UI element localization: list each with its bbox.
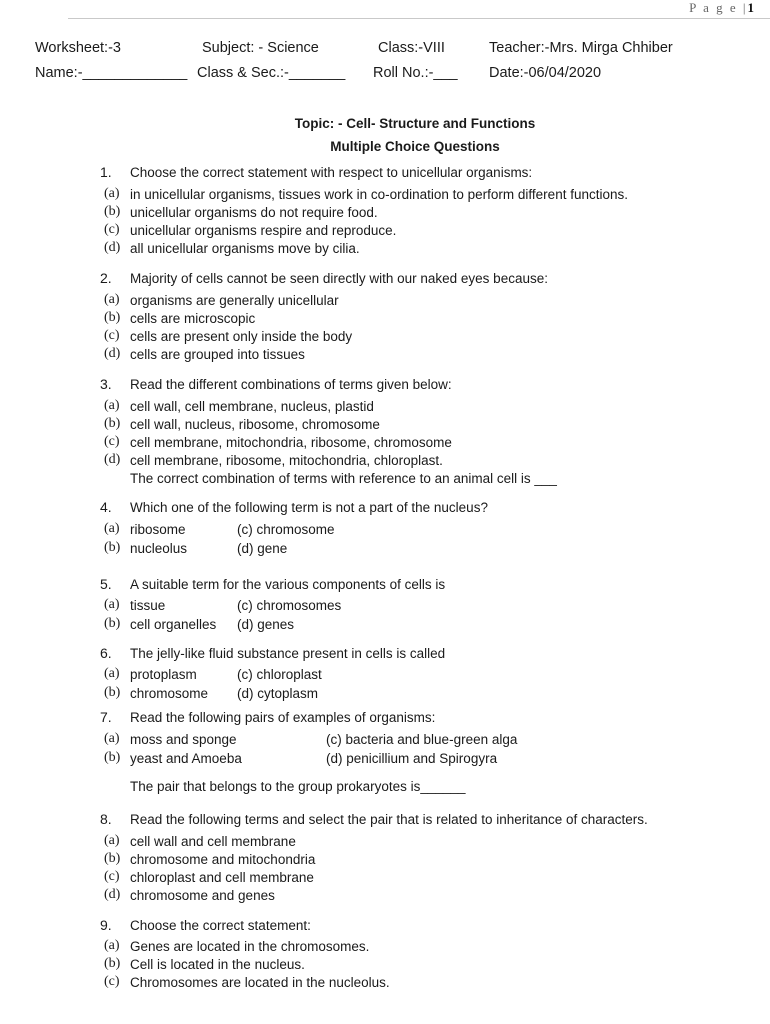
option-text: cell wall, nucleus, ribosome, chromosome [130, 417, 380, 432]
option-label: (d) [104, 346, 121, 361]
header-rule [68, 18, 770, 19]
question-text: Which one of the following term is not a part of the nucleus? [130, 500, 488, 515]
option-label: (a) [104, 292, 120, 307]
option-label: (a) [104, 186, 120, 201]
option-label: (b) [104, 416, 121, 431]
option-text: Chromosomes are located in the nucleolus. [130, 975, 390, 990]
option-text: chromosome and mitochondria [130, 852, 316, 867]
question-note: The pair that belongs to the group prokaryotes is______ [130, 779, 466, 794]
topic-heading: Topic: - Cell- Structure and Functions [294, 116, 536, 131]
option-label: (a) [104, 398, 120, 413]
option-label: (a) [104, 521, 120, 536]
option-label: (b) [104, 851, 121, 866]
option-label: (c) [104, 222, 120, 237]
question-number: 6. [100, 645, 112, 661]
option-label: (b) [104, 540, 121, 555]
option-text: Genes are located in the chromosomes. [130, 939, 370, 954]
question-number: 7. [100, 709, 112, 725]
option-label: (b) [104, 310, 121, 325]
option-text: moss and sponge [130, 732, 237, 747]
option-text: (c) chloroplast [237, 667, 322, 682]
name-field: Name:-_____________ [35, 65, 188, 81]
option-label: (c) [104, 869, 120, 884]
option-label: (c) [104, 974, 120, 989]
question-number: 9. [100, 917, 112, 933]
question-number: 3. [100, 376, 112, 392]
option-text: (d) genes [237, 617, 295, 632]
option-text: (d) cytoplasm [237, 686, 319, 701]
option-text: chromosome [130, 686, 209, 701]
option-text: organisms are generally unicellular [130, 293, 339, 308]
option-text: Cell is located in the nucleus. [130, 957, 305, 972]
question-number: 4. [100, 499, 112, 515]
option-text: (d) gene [237, 541, 288, 556]
question-text: Read the following terms and select the pair that is related to inheritance of characters. [130, 812, 648, 827]
option-label: (d) [104, 887, 121, 902]
option-text: all unicellular organisms move by cilia. [130, 241, 360, 256]
option-label: (b) [104, 956, 121, 971]
option-text: (c) chromosome [237, 522, 335, 537]
class-label: Class:-VIII [378, 40, 445, 56]
option-text: chloroplast and cell membrane [130, 870, 314, 885]
question-text: Choose the correct statement: [130, 918, 311, 933]
option-text: unicellular organisms do not require food. [130, 205, 378, 220]
option-text: unicellular organisms respire and reproduce. [130, 223, 397, 238]
option-label: (a) [104, 597, 120, 612]
option-text: cells are present only inside the body [130, 329, 353, 344]
option-label: (d) [104, 240, 121, 255]
page-number: P a g e |1 [689, 0, 754, 15]
option-text: cells are microscopic [130, 311, 256, 326]
option-text: in unicellular organisms, tissues work in co-ordination to perform different functions. [130, 187, 628, 202]
option-text: chromosome and genes [130, 888, 275, 903]
subtitle-heading: Multiple Choice Questions [330, 139, 500, 154]
option-label: (a) [104, 833, 120, 848]
option-text: (c) bacteria and blue-green alga [326, 732, 518, 747]
option-label: (b) [104, 750, 121, 765]
option-label: (a) [104, 666, 120, 681]
worksheet-label: Worksheet:-3 [35, 40, 121, 56]
question-text: Read the following pairs of examples of organisms: [130, 710, 436, 725]
option-text: cells are grouped into tissues [130, 347, 305, 362]
option-text: cell organelles [130, 617, 217, 632]
question-text: Read the different combinations of terms given below: [130, 377, 452, 392]
option-text: cell membrane, mitochondria, ribosome, chromosome [130, 435, 452, 450]
option-label: (b) [104, 685, 121, 700]
question-text: Choose the correct statement with respect to unicellular organisms: [130, 165, 533, 180]
option-text: cell wall and cell membrane [130, 834, 296, 849]
question-number: 5. [100, 576, 112, 592]
option-text: tissue [130, 598, 166, 613]
option-text: ribosome [130, 522, 186, 537]
question-number: 2. [100, 270, 112, 286]
option-label: (b) [104, 204, 121, 219]
option-label: (b) [104, 616, 121, 631]
subject-label: Subject: - Science [202, 40, 319, 56]
question-number: 8. [100, 811, 112, 827]
option-label: (c) [104, 328, 120, 343]
option-label: (a) [104, 731, 120, 746]
option-label: (c) [104, 434, 120, 449]
option-text: cell membrane, ribosome, mitochondria, chloroplast. [130, 453, 443, 468]
question-text: A suitable term for the various components of cells is [130, 577, 446, 592]
option-text: (d) penicillium and Spirogyra [326, 751, 498, 766]
option-text: cell wall, cell membrane, nucleus, plastid [130, 399, 374, 414]
class-sec-field: Class & Sec.:-_______ [197, 65, 346, 81]
date-label: Date:-06/04/2020 [489, 65, 602, 81]
option-text: yeast and Amoeba [130, 751, 242, 766]
question-number: 1. [100, 164, 112, 180]
teacher-label: Teacher:-Mrs. Mirga Chhiber [489, 40, 673, 56]
question-text: Majority of cells cannot be seen directly with our naked eyes because: [130, 271, 548, 286]
option-text: protoplasm [130, 667, 197, 682]
option-label: (a) [104, 938, 120, 953]
roll-no-field: Roll No.:-___ [373, 65, 458, 81]
option-text: (c) chromosomes [237, 598, 342, 613]
option-label: (d) [104, 452, 121, 467]
question-note: The correct combination of terms with reference to an animal cell is ___ [130, 471, 557, 486]
option-text: nucleolus [130, 541, 188, 556]
question-text: The jelly-like fluid substance present in cells is called [130, 646, 446, 661]
